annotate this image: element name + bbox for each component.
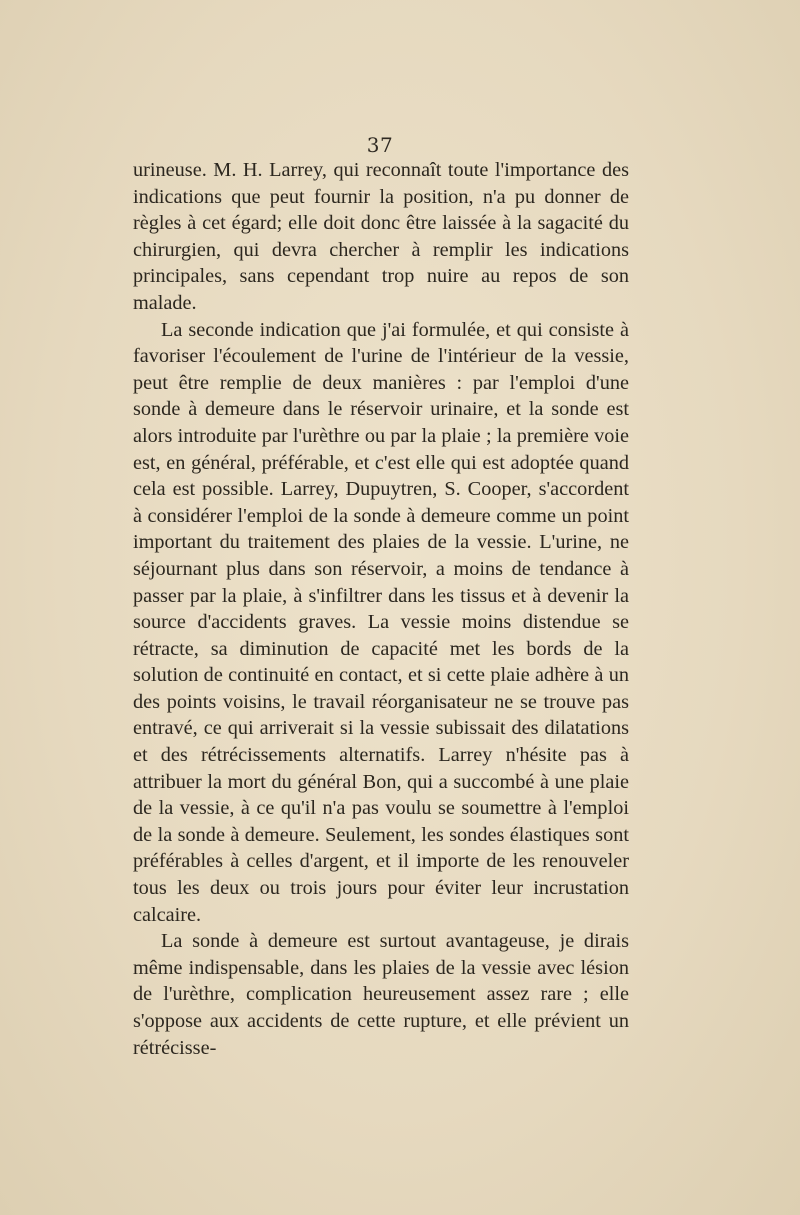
paragraph-2: La seconde indication que j'ai formulée, et qui consiste à favoriser l'écoulement de l'urine de l'intérieur de la vessie, peut être remplie de deux manières : par l'emploi d'une sonde à demeure dans le réservoir urinaire, et la sonde est alors introduite par l'urèthre ou par la plaie ; la première voie est, en général, préférable, et c'est elle qui est adoptée quand cela est possible. Larrey, Dupuytren, S. Cooper, s'accordent à considérer l'emploi de la sonde à demeure comme un point important du traitement des plaies de la vessie. L'urine, ne séjournant plus dans son réservoir, a moins de tendance à passer par la plaie, à s'infiltrer dans les tissus et à devenir la source d'accidents graves. La vessie moins distendue se rétracte, sa diminution de capacité met les bords de la solution de continuité en contact, et si cette plaie adhère à un des points voisins, le travail réorganisateur ne se trouve pas entravé, ce qui arriverait si la vessie subissait des dilatations et des rétrécissements alternatifs. Larrey n'hésite pas à attribuer la mort du général Bon, qui a succombé à une plaie de la vessie, à ce qu'il n'a pas voulu se soumettre à l'emploi de la sonde à demeure. Seulement, les sondes élastiques sont préférables à celles d'argent, et il importe de les renouveler tous les deux ou trois jours pour éviter leur incrustation calcaire. <box>133 318 629 926</box>
body-text <box>133 157 629 1061</box>
paragraph-1: urineuse. M. H. Larrey, qui reconnaît toute l'importance des indications que peut fournir la position, n'a pu donner de règles à cet égard; elle doit donc être laissée à la sagacité du chirurgien, qui devra chercher à remplir les indications principales, sans cependant trop nuire au repos de son malade. <box>133 159 629 314</box>
paragraph-3: La sonde à demeure est surtout avantageuse, je dirais même indispensable, dans les plaies de la vessie avec lésion de l'urèthre, complication heureusement assez rare ; elle s'oppose aux accidents de cette rupture, et elle prévient un rétrécisse- <box>133 930 629 1059</box>
page-number: 37 <box>366 133 394 157</box>
